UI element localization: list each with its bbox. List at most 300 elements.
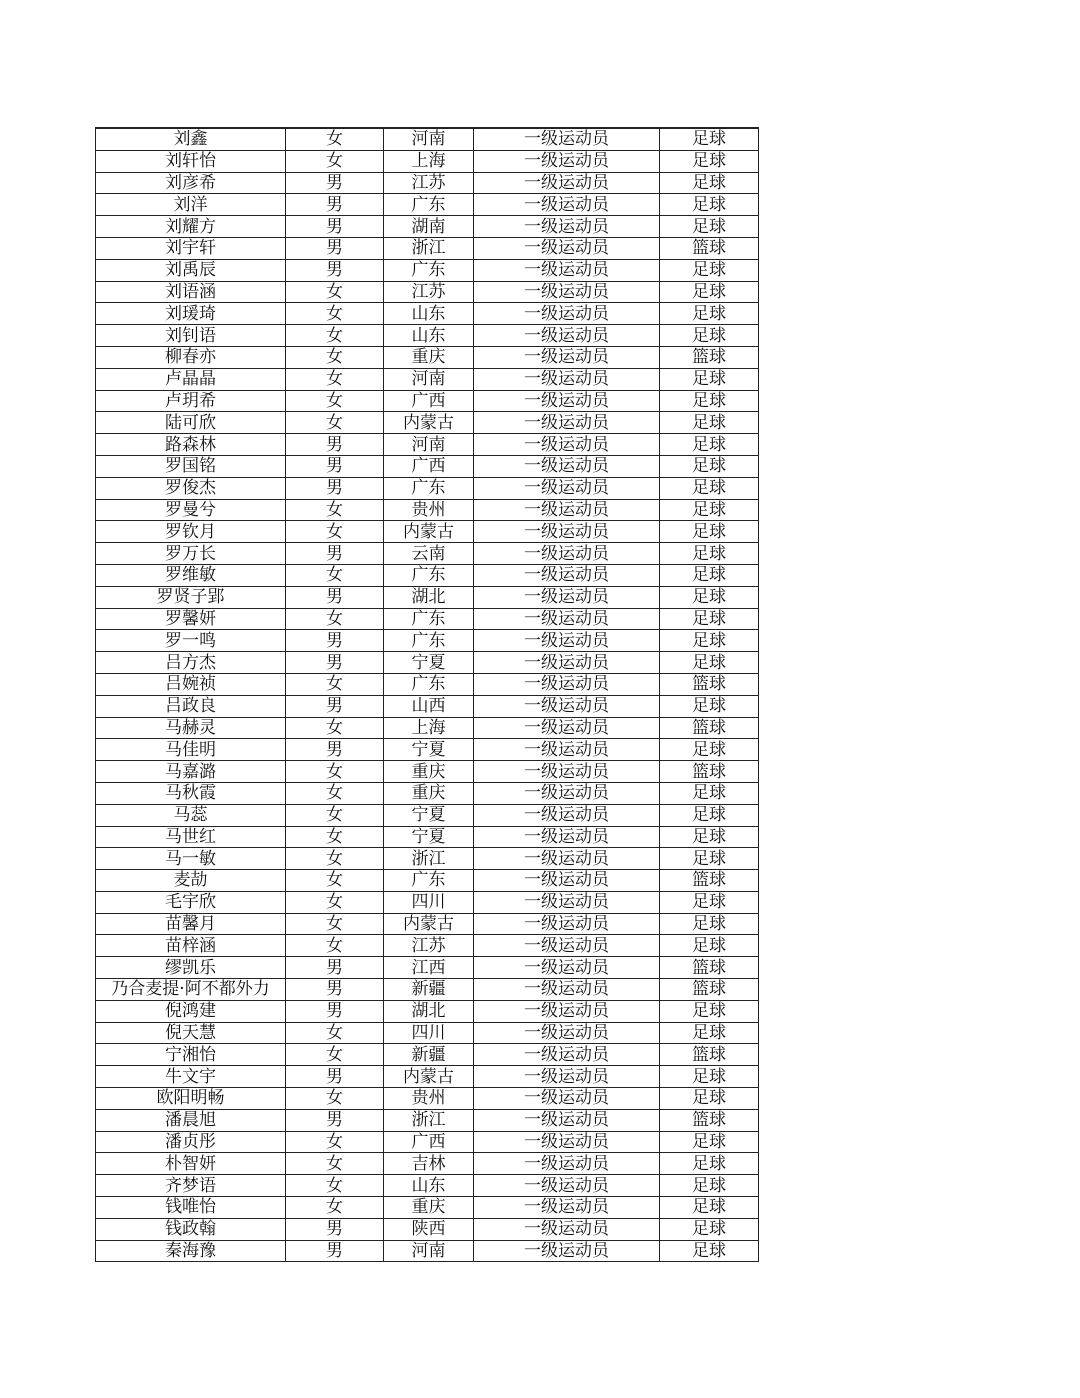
sport-cell: 足球 — [660, 1240, 759, 1262]
table-row — [96, 761, 759, 783]
gender-cell: 男 — [286, 543, 384, 565]
athlete-name-cell: 马一敏 — [96, 848, 286, 870]
athlete-level-cell: 一级运动员 — [474, 521, 660, 543]
athlete-name-cell: 马世红 — [96, 826, 286, 848]
sport-cell: 篮球 — [660, 979, 759, 1001]
athlete-name-cell: 罗曼兮 — [96, 499, 286, 521]
table-row — [96, 848, 759, 870]
athlete-name-cell: 毛宇欣 — [96, 891, 286, 913]
athlete-level-cell: 一级运动员 — [474, 368, 660, 390]
province-cell: 江苏 — [384, 172, 474, 194]
athlete-name-cell: 苗馨月 — [96, 913, 286, 935]
athlete-name-cell: 罗俊杰 — [96, 477, 286, 499]
athlete-name-cell: 刘洋 — [96, 194, 286, 216]
table-row — [96, 1022, 759, 1044]
athlete-name-cell: 刘耀方 — [96, 216, 286, 238]
athlete-level-cell: 一级运动员 — [474, 434, 660, 456]
province-cell: 湖北 — [384, 586, 474, 608]
province-cell: 河南 — [384, 1240, 474, 1262]
table-row — [96, 521, 759, 543]
athlete-level-cell: 一级运动员 — [474, 913, 660, 935]
table-row — [96, 1218, 759, 1240]
gender-cell: 女 — [286, 1088, 384, 1110]
table-row — [96, 1088, 759, 1110]
gender-cell: 女 — [286, 521, 384, 543]
athlete-name-cell: 罗馨妍 — [96, 608, 286, 630]
sport-cell: 足球 — [660, 259, 759, 281]
sport-cell: 足球 — [660, 826, 759, 848]
gender-cell: 男 — [286, 1066, 384, 1088]
province-cell: 湖南 — [384, 216, 474, 238]
province-cell: 新疆 — [384, 979, 474, 1001]
gender-cell: 女 — [286, 761, 384, 783]
province-cell: 内蒙古 — [384, 913, 474, 935]
gender-cell: 女 — [286, 1022, 384, 1044]
table-row — [96, 586, 759, 608]
athlete-level-cell: 一级运动员 — [474, 325, 660, 347]
table-row — [96, 368, 759, 390]
athlete-level-cell: 一级运动员 — [474, 1218, 660, 1240]
sport-cell: 足球 — [660, 434, 759, 456]
gender-cell: 女 — [286, 368, 384, 390]
table-row — [96, 695, 759, 717]
athlete-name-cell: 潘晨旭 — [96, 1109, 286, 1131]
gender-cell: 男 — [286, 216, 384, 238]
athlete-name-cell: 罗贤子郢 — [96, 586, 286, 608]
gender-cell: 女 — [286, 848, 384, 870]
province-cell: 吉林 — [384, 1153, 474, 1175]
table-row — [96, 194, 759, 216]
gender-cell: 男 — [286, 194, 384, 216]
province-cell: 江西 — [384, 957, 474, 979]
athlete-name-cell: 刘轩怡 — [96, 150, 286, 172]
sport-cell: 篮球 — [660, 717, 759, 739]
athlete-level-cell: 一级运动员 — [474, 216, 660, 238]
sport-cell: 足球 — [660, 608, 759, 630]
table-row — [96, 739, 759, 761]
province-cell: 新疆 — [384, 1044, 474, 1066]
athlete-name-cell: 刘彦希 — [96, 172, 286, 194]
table-row — [96, 870, 759, 892]
athlete-level-cell: 一级运动员 — [474, 761, 660, 783]
province-cell: 河南 — [384, 434, 474, 456]
athlete-level-cell: 一级运动员 — [474, 172, 660, 194]
province-cell: 内蒙古 — [384, 1066, 474, 1088]
athlete-level-cell: 一级运动员 — [474, 281, 660, 303]
sport-cell: 足球 — [660, 913, 759, 935]
table-row — [96, 1109, 759, 1131]
sport-cell: 足球 — [660, 848, 759, 870]
sport-cell: 篮球 — [660, 346, 759, 368]
athlete-level-cell: 一级运动员 — [474, 848, 660, 870]
athlete-level-cell: 一级运动员 — [474, 543, 660, 565]
athlete-roster-table — [95, 127, 759, 1262]
province-cell: 宁夏 — [384, 652, 474, 674]
athlete-name-cell: 倪天慧 — [96, 1022, 286, 1044]
gender-cell: 女 — [286, 826, 384, 848]
sport-cell: 足球 — [660, 1131, 759, 1153]
province-cell: 山东 — [384, 325, 474, 347]
table-row — [96, 390, 759, 412]
athlete-level-cell: 一级运动员 — [474, 1044, 660, 1066]
table-row — [96, 1175, 759, 1197]
province-cell: 山东 — [384, 303, 474, 325]
athlete-name-cell: 缪凯乐 — [96, 957, 286, 979]
table-row — [96, 1066, 759, 1088]
province-cell: 贵州 — [384, 499, 474, 521]
sport-cell: 足球 — [660, 1153, 759, 1175]
gender-cell: 女 — [286, 281, 384, 303]
province-cell: 江苏 — [384, 935, 474, 957]
table-row — [96, 630, 759, 652]
athlete-name-cell: 刘语涵 — [96, 281, 286, 303]
sport-cell: 足球 — [660, 1022, 759, 1044]
province-cell: 上海 — [384, 717, 474, 739]
table-row — [96, 1240, 759, 1262]
sport-cell: 篮球 — [660, 957, 759, 979]
table-row — [96, 935, 759, 957]
province-cell: 广西 — [384, 455, 474, 477]
athlete-level-cell: 一级运动员 — [474, 237, 660, 259]
province-cell: 广东 — [384, 477, 474, 499]
gender-cell: 男 — [286, 434, 384, 456]
province-cell: 广东 — [384, 608, 474, 630]
gender-cell: 女 — [286, 325, 384, 347]
sport-cell: 篮球 — [660, 870, 759, 892]
sport-cell: 足球 — [660, 150, 759, 172]
sport-cell: 足球 — [660, 804, 759, 826]
gender-cell: 女 — [286, 390, 384, 412]
table-row — [96, 150, 759, 172]
gender-cell: 男 — [286, 1218, 384, 1240]
sport-cell: 足球 — [660, 543, 759, 565]
sport-cell: 足球 — [660, 128, 759, 150]
athlete-name-cell: 钱唯怡 — [96, 1197, 286, 1219]
athlete-name-cell: 刘禹辰 — [96, 259, 286, 281]
table-row — [96, 1044, 759, 1066]
sport-cell: 足球 — [660, 455, 759, 477]
athlete-name-cell: 钱政翰 — [96, 1218, 286, 1240]
sport-cell: 篮球 — [660, 1044, 759, 1066]
athlete-level-cell: 一级运动员 — [474, 782, 660, 804]
province-cell: 广西 — [384, 390, 474, 412]
table-row — [96, 543, 759, 565]
table-row — [96, 1197, 759, 1219]
athlete-level-cell: 一级运动员 — [474, 891, 660, 913]
athlete-name-cell: 乃合麦提·阿不都外力 — [96, 979, 286, 1001]
athlete-level-cell: 一级运动员 — [474, 259, 660, 281]
gender-cell: 女 — [286, 935, 384, 957]
sport-cell: 足球 — [660, 194, 759, 216]
athlete-name-cell: 吕政良 — [96, 695, 286, 717]
athlete-level-cell: 一级运动员 — [474, 150, 660, 172]
province-cell: 重庆 — [384, 761, 474, 783]
sport-cell: 足球 — [660, 739, 759, 761]
province-cell: 广东 — [384, 259, 474, 281]
gender-cell: 男 — [286, 957, 384, 979]
gender-cell: 女 — [286, 150, 384, 172]
province-cell: 重庆 — [384, 782, 474, 804]
athlete-name-cell: 吕方杰 — [96, 652, 286, 674]
athlete-level-cell: 一级运动员 — [474, 346, 660, 368]
sport-cell: 足球 — [660, 216, 759, 238]
province-cell: 宁夏 — [384, 804, 474, 826]
sport-cell: 足球 — [660, 935, 759, 957]
table-row — [96, 804, 759, 826]
province-cell: 山东 — [384, 1175, 474, 1197]
gender-cell: 女 — [286, 782, 384, 804]
athlete-roster-body — [96, 128, 759, 1262]
gender-cell: 男 — [286, 695, 384, 717]
gender-cell: 女 — [286, 412, 384, 434]
gender-cell: 女 — [286, 303, 384, 325]
athlete-level-cell: 一级运动员 — [474, 499, 660, 521]
sport-cell: 足球 — [660, 412, 759, 434]
gender-cell: 女 — [286, 499, 384, 521]
athlete-level-cell: 一级运动员 — [474, 652, 660, 674]
athlete-level-cell: 一级运动员 — [474, 739, 660, 761]
province-cell: 广东 — [384, 194, 474, 216]
table-row — [96, 913, 759, 935]
table-row — [96, 128, 759, 150]
sport-cell: 足球 — [660, 325, 759, 347]
athlete-name-cell: 马秋霞 — [96, 782, 286, 804]
athlete-name-cell: 倪鸿建 — [96, 1000, 286, 1022]
province-cell: 重庆 — [384, 346, 474, 368]
athlete-name-cell: 刘鑫 — [96, 128, 286, 150]
athlete-level-cell: 一级运动员 — [474, 1066, 660, 1088]
athlete-level-cell: 一级运动员 — [474, 455, 660, 477]
table-row — [96, 826, 759, 848]
athlete-name-cell: 罗国铭 — [96, 455, 286, 477]
athlete-name-cell: 齐梦语 — [96, 1175, 286, 1197]
athlete-name-cell: 马嘉潞 — [96, 761, 286, 783]
province-cell: 湖北 — [384, 1000, 474, 1022]
table-row — [96, 499, 759, 521]
athlete-level-cell: 一级运动员 — [474, 804, 660, 826]
province-cell: 宁夏 — [384, 739, 474, 761]
athlete-level-cell: 一级运动员 — [474, 303, 660, 325]
athlete-name-cell: 卢晶晶 — [96, 368, 286, 390]
gender-cell: 男 — [286, 630, 384, 652]
athlete-level-cell: 一级运动员 — [474, 870, 660, 892]
sport-cell: 足球 — [660, 891, 759, 913]
gender-cell: 女 — [286, 346, 384, 368]
sport-cell: 足球 — [660, 586, 759, 608]
athlete-name-cell: 牛文宇 — [96, 1066, 286, 1088]
gender-cell: 女 — [286, 1175, 384, 1197]
sport-cell: 足球 — [660, 1218, 759, 1240]
sport-cell: 足球 — [660, 172, 759, 194]
athlete-name-cell: 马蕊 — [96, 804, 286, 826]
sport-cell: 足球 — [660, 1000, 759, 1022]
gender-cell: 男 — [286, 172, 384, 194]
table-row — [96, 325, 759, 347]
gender-cell: 男 — [286, 739, 384, 761]
table-row — [96, 237, 759, 259]
gender-cell: 男 — [286, 1000, 384, 1022]
gender-cell: 女 — [286, 1153, 384, 1175]
gender-cell: 男 — [286, 652, 384, 674]
athlete-level-cell: 一级运动员 — [474, 826, 660, 848]
athlete-name-cell: 罗钦月 — [96, 521, 286, 543]
athlete-name-cell: 路森林 — [96, 434, 286, 456]
athlete-name-cell: 马赫灵 — [96, 717, 286, 739]
table-row — [96, 717, 759, 739]
gender-cell: 女 — [286, 564, 384, 586]
athlete-name-cell: 潘贞彤 — [96, 1131, 286, 1153]
athlete-level-cell: 一级运动员 — [474, 477, 660, 499]
sport-cell: 篮球 — [660, 1109, 759, 1131]
gender-cell: 女 — [286, 870, 384, 892]
gender-cell: 女 — [286, 1197, 384, 1219]
gender-cell: 女 — [286, 608, 384, 630]
gender-cell: 女 — [286, 1131, 384, 1153]
gender-cell: 女 — [286, 891, 384, 913]
province-cell: 云南 — [384, 543, 474, 565]
athlete-level-cell: 一级运动员 — [474, 194, 660, 216]
province-cell: 四川 — [384, 891, 474, 913]
athlete-level-cell: 一级运动员 — [474, 979, 660, 1001]
province-cell: 四川 — [384, 1022, 474, 1044]
gender-cell: 男 — [286, 1109, 384, 1131]
gender-cell: 男 — [286, 477, 384, 499]
athlete-name-cell: 罗维敏 — [96, 564, 286, 586]
province-cell: 浙江 — [384, 1109, 474, 1131]
athlete-name-cell: 罗一鸣 — [96, 630, 286, 652]
province-cell: 广东 — [384, 630, 474, 652]
table-row — [96, 1000, 759, 1022]
sport-cell: 篮球 — [660, 673, 759, 695]
province-cell: 内蒙古 — [384, 412, 474, 434]
table-row — [96, 957, 759, 979]
province-cell: 浙江 — [384, 237, 474, 259]
province-cell: 浙江 — [384, 848, 474, 870]
sport-cell: 足球 — [660, 521, 759, 543]
athlete-level-cell: 一级运动员 — [474, 630, 660, 652]
athlete-name-cell: 卢玥希 — [96, 390, 286, 412]
table-row — [96, 477, 759, 499]
gender-cell: 男 — [286, 237, 384, 259]
province-cell: 贵州 — [384, 1088, 474, 1110]
province-cell: 宁夏 — [384, 826, 474, 848]
athlete-name-cell: 柳春亦 — [96, 346, 286, 368]
gender-cell: 女 — [286, 1044, 384, 1066]
province-cell: 江苏 — [384, 281, 474, 303]
table-row — [96, 782, 759, 804]
gender-cell: 男 — [286, 1240, 384, 1262]
table-row — [96, 673, 759, 695]
sport-cell: 足球 — [660, 477, 759, 499]
gender-cell: 男 — [286, 259, 384, 281]
table-row — [96, 1153, 759, 1175]
table-row — [96, 259, 759, 281]
athlete-name-cell: 麦劼 — [96, 870, 286, 892]
table-row — [96, 1131, 759, 1153]
athlete-level-cell: 一级运动员 — [474, 1197, 660, 1219]
gender-cell: 男 — [286, 455, 384, 477]
athlete-level-cell: 一级运动员 — [474, 935, 660, 957]
gender-cell: 男 — [286, 979, 384, 1001]
athlete-level-cell: 一级运动员 — [474, 1000, 660, 1022]
province-cell: 河南 — [384, 368, 474, 390]
sport-cell: 足球 — [660, 281, 759, 303]
sport-cell: 足球 — [660, 782, 759, 804]
sport-cell: 足球 — [660, 564, 759, 586]
athlete-name-cell: 秦海豫 — [96, 1240, 286, 1262]
athlete-name-cell: 宁湘怡 — [96, 1044, 286, 1066]
athlete-level-cell: 一级运动员 — [474, 1088, 660, 1110]
athlete-level-cell: 一级运动员 — [474, 1131, 660, 1153]
table-row — [96, 979, 759, 1001]
province-cell: 陕西 — [384, 1218, 474, 1240]
sport-cell: 篮球 — [660, 237, 759, 259]
sport-cell: 足球 — [660, 1088, 759, 1110]
gender-cell: 男 — [286, 586, 384, 608]
gender-cell: 女 — [286, 128, 384, 150]
athlete-level-cell: 一级运动员 — [474, 412, 660, 434]
province-cell: 内蒙古 — [384, 521, 474, 543]
athlete-name-cell: 吕婉祯 — [96, 673, 286, 695]
athlete-level-cell: 一级运动员 — [474, 1240, 660, 1262]
table-row — [96, 455, 759, 477]
athlete-name-cell: 陆可欣 — [96, 412, 286, 434]
sport-cell: 足球 — [660, 1066, 759, 1088]
sport-cell: 篮球 — [660, 761, 759, 783]
gender-cell: 女 — [286, 717, 384, 739]
table-row — [96, 172, 759, 194]
athlete-level-cell: 一级运动员 — [474, 673, 660, 695]
province-cell: 上海 — [384, 150, 474, 172]
athlete-name-cell: 刘钊语 — [96, 325, 286, 347]
athlete-name-cell: 刘瑗琦 — [96, 303, 286, 325]
sport-cell: 足球 — [660, 499, 759, 521]
athlete-name-cell: 苗梓涵 — [96, 935, 286, 957]
province-cell: 山西 — [384, 695, 474, 717]
athlete-level-cell: 一级运动员 — [474, 608, 660, 630]
province-cell: 重庆 — [384, 1197, 474, 1219]
table-row — [96, 652, 759, 674]
province-cell: 广东 — [384, 564, 474, 586]
table-row — [96, 216, 759, 238]
sport-cell: 足球 — [660, 1197, 759, 1219]
athlete-level-cell: 一级运动员 — [474, 957, 660, 979]
province-cell: 广西 — [384, 1131, 474, 1153]
table-row — [96, 608, 759, 630]
athlete-level-cell: 一级运动员 — [474, 717, 660, 739]
province-cell: 广东 — [384, 673, 474, 695]
athlete-level-cell: 一级运动员 — [474, 695, 660, 717]
athlete-name-cell: 朴智妍 — [96, 1153, 286, 1175]
athlete-level-cell: 一级运动员 — [474, 586, 660, 608]
sport-cell: 足球 — [660, 695, 759, 717]
sport-cell: 足球 — [660, 652, 759, 674]
athlete-level-cell: 一级运动员 — [474, 390, 660, 412]
athlete-name-cell: 刘宇轩 — [96, 237, 286, 259]
table-row — [96, 564, 759, 586]
athlete-level-cell: 一级运动员 — [474, 1175, 660, 1197]
gender-cell: 女 — [286, 804, 384, 826]
table-row — [96, 281, 759, 303]
sport-cell: 足球 — [660, 303, 759, 325]
sport-cell: 足球 — [660, 390, 759, 412]
athlete-level-cell: 一级运动员 — [474, 1022, 660, 1044]
table-row — [96, 346, 759, 368]
table-row — [96, 891, 759, 913]
sport-cell: 足球 — [660, 630, 759, 652]
athlete-name-cell: 罗万长 — [96, 543, 286, 565]
province-cell: 广东 — [384, 870, 474, 892]
